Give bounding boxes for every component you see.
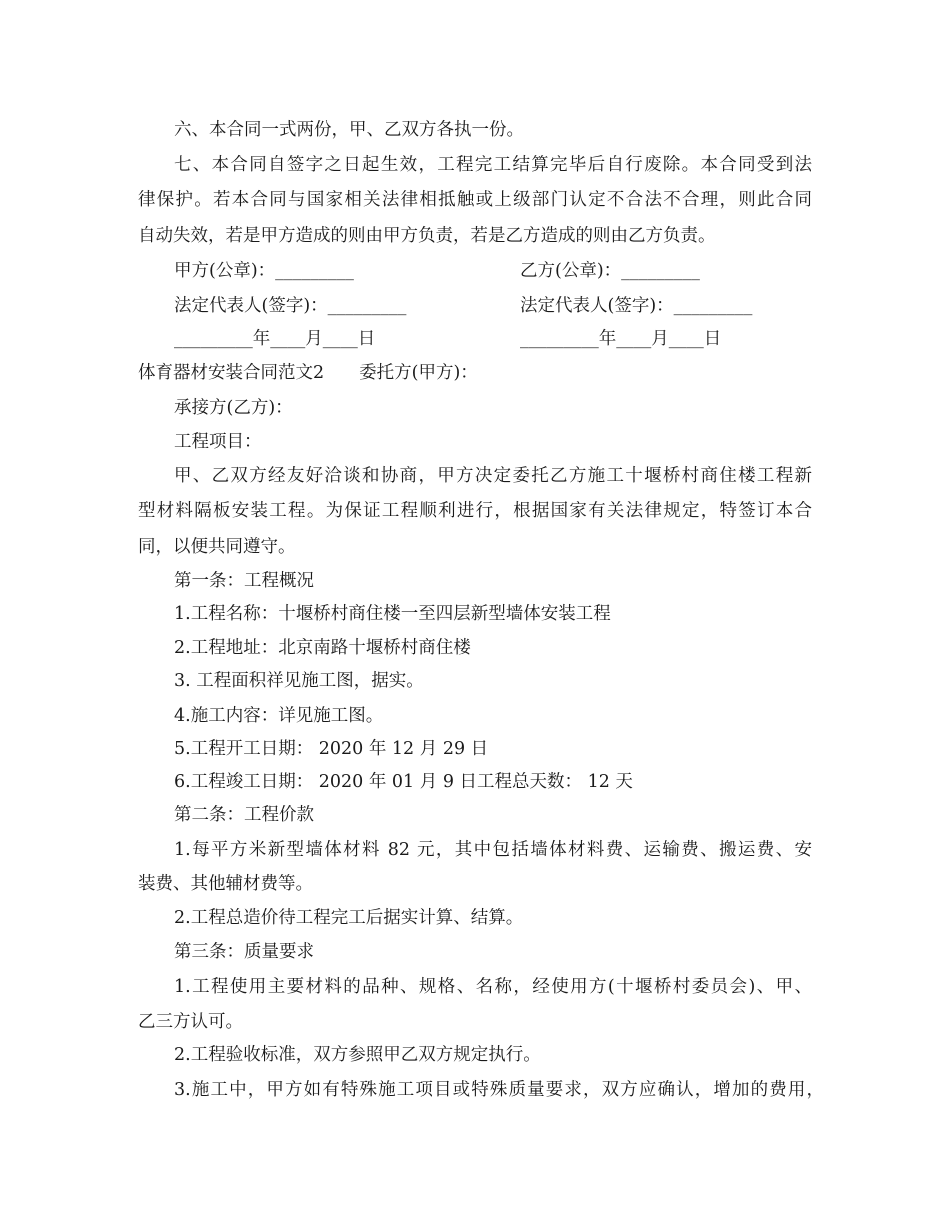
acceptance-standard: 2.工程验收标准，双方参照甲乙双方规定执行。 [174,1045,541,1065]
clause-7-line-2: 律保护。若本合同与国家相关法律相抵触或上级部门认定不合法不合理，则此合同 [138,190,812,210]
article-1-heading: 第一条：工程概况 [174,571,314,591]
intro-line-3: 同，以便共同遵守。 [138,537,296,557]
clause-7-line-1: 七、本合同自签字之日起生效，工程完工结算完毕后自行废除。本合同受到法 [174,155,812,175]
party-a-representative: 法定代表人(签字)：_________ [174,296,407,316]
party-b-representative: 法定代表人(签字)：_________ [520,296,753,316]
materials-line-1: 1.工程使用主要材料的品种、规格、名称，经使用方(十堰桥村委员会)、甲、 [174,977,812,997]
completion-date: 6.工程竣工日期： 2020 年 01 月 9 日工程总天数： 12 天 [174,772,633,792]
article-3-heading: 第三条：质量要求 [174,942,314,962]
contractor-line: 承接方(乙方)： [174,398,293,418]
party-b-date: _________年____月____日 [520,329,722,349]
section-heading: 体育器材安装合同范文2 委托方(甲方)： [138,363,478,383]
party-a-seal: 甲方(公章)：_________ [174,261,354,281]
unit-price-line-2: 装费、其他辅材费等。 [138,874,313,894]
intro-line-2: 型材料隔板安装工程。为保证工程顺利进行，根据国家有关法律规定，特签订本合 [138,501,812,521]
party-b-seal: 乙方(公章)：_________ [520,261,700,281]
project-address: 2.工程地址：北京南路十堰桥村商住楼 [174,638,471,658]
construction-content: 4.施工内容：详见施工图。 [174,706,384,726]
special-requirements: 3.施工中，甲方如有特殊施工项目或特殊质量要求，双方应确认，增加的费用， [174,1080,824,1100]
total-price: 2.工程总造价待工程完工后据实计算、结算。 [174,908,524,928]
project-line: 工程项目： [174,432,262,452]
article-2-heading: 第二条：工程价款 [174,805,314,825]
materials-line-2: 乙三方认可。 [138,1012,243,1032]
intro-line-1: 甲、乙双方经友好洽谈和协商，甲方决定委托乙方施工十堰桥村商住楼工程新 [174,466,812,486]
project-area: 3. 工程面积祥见施工图，据实。 [174,671,424,691]
clause-7-line-3: 自动失效，若是甲方造成的则由甲方负责，若是乙方造成的则由乙方负责。 [138,226,716,246]
project-name: 1.工程名称：十堰桥村商住楼一至四层新型墙体安装工程 [174,604,611,624]
clause-6: 六、本合同一式两份，甲、乙双方各执一份。 [174,120,524,140]
party-a-date: _________年____月____日 [174,329,376,349]
start-date: 5.工程开工日期： 2020 年 12 月 29 日 [174,739,489,759]
unit-price-line-1: 1.每平方米新型墙体材料 82 元，其中包括墙体材料费、运输费、搬运费、安 [174,840,812,860]
